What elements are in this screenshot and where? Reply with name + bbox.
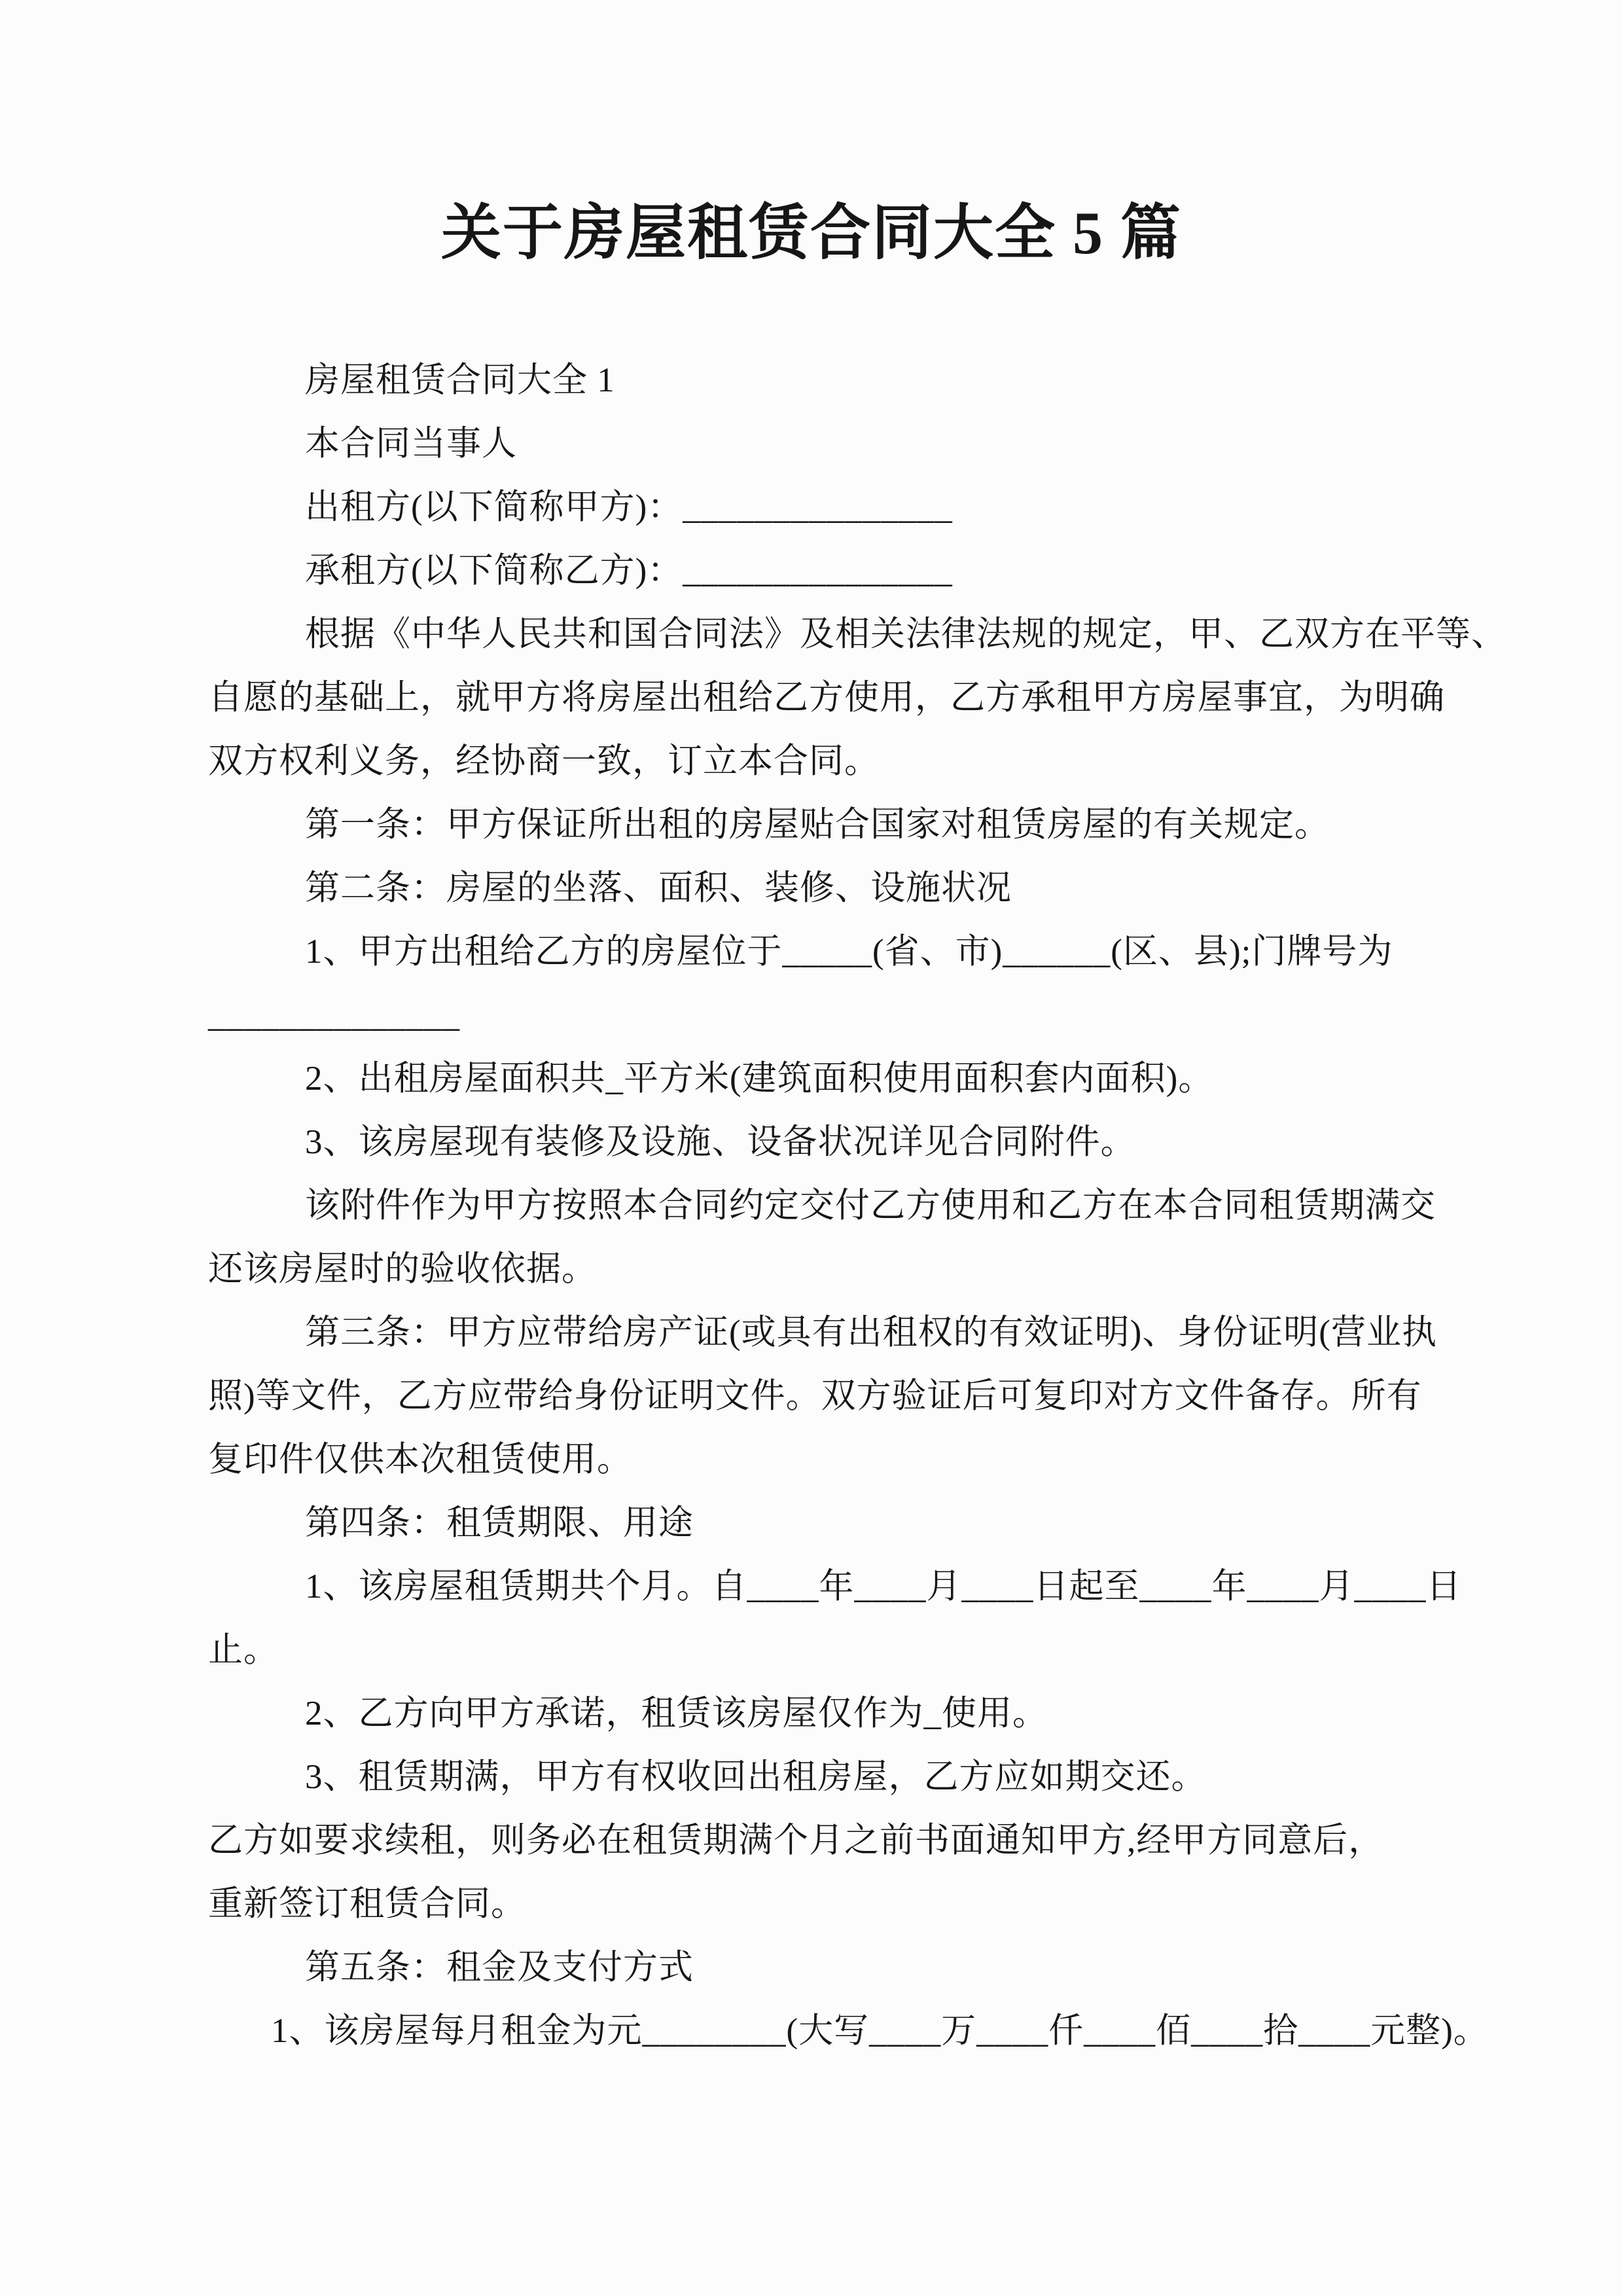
doc-line: 1、甲方出租给乙方的房屋位于_____(省、市)______(区、县);门牌号为 bbox=[305, 932, 1393, 971]
doc-line: 重新签订租赁合同。 bbox=[208, 1884, 526, 1923]
doc-line: 双方权利义务，经协商一致，订立本合同。 bbox=[208, 742, 880, 780]
doc-line: 照)等文件，乙方应带给身份证明文件。双方验证后可复印对方文件备存。所有 bbox=[208, 1376, 1422, 1415]
doc-line: 房屋租赁合同大全 1 bbox=[305, 361, 615, 399]
doc-line: 第四条：租赁期限、用途 bbox=[305, 1503, 694, 1542]
doc-line: 根据《中华人民共和国合同法》及相关法律法规的规定，甲、乙双方在平等、 bbox=[305, 615, 1507, 653]
doc-line: 止。 bbox=[208, 1630, 279, 1669]
doc-line: 2、出租房屋面积共_平方米(建筑面积使用面积套内面积)。 bbox=[305, 1059, 1214, 1098]
doc-line: 出租方(以下简称甲方)：_______________ bbox=[305, 488, 953, 526]
doc-line: 第三条：甲方应带给房产证(或具有出租权的有效证明)、身份证明(营业执 bbox=[305, 1313, 1437, 1352]
doc-line: 第二条：房屋的坐落、面积、装修、设施状况 bbox=[305, 869, 1012, 907]
doc-line: 承租方(以下简称乙方)：_______________ bbox=[305, 551, 953, 590]
doc-line: 复印件仅供本次租赁使用。 bbox=[208, 1440, 632, 1479]
doc-line doc-blank-line: ______________ bbox=[208, 996, 460, 1034]
doc-line: 该附件作为甲方按照本合同约定交付乙方使用和乙方在本合同租赁期满交 bbox=[305, 1186, 1436, 1225]
doc-line: 3、该房屋现有装修及设施、设备状况详见合同附件。 bbox=[305, 1122, 1136, 1161]
doc-line: 本合同当事人 bbox=[305, 424, 517, 463]
document-body bbox=[208, 349, 1507, 2063]
doc-line: 还该房屋时的验收依据。 bbox=[208, 1249, 597, 1288]
doc-line: 乙方如要求续租，则务必在租赁期满个月之前书面通知甲方,经甲方同意后， bbox=[208, 1821, 1384, 1859]
doc-line: 3、租赁期满，甲方有权收回出租房屋，乙方应如期交还。 bbox=[305, 1757, 1207, 1796]
doc-line: 第五条：租金及支付方式 bbox=[305, 1948, 694, 1986]
doc-line: 第一条：甲方保证所出租的房屋贴合国家对租赁房屋的有关规定。 bbox=[305, 805, 1330, 844]
doc-line: 2、乙方向甲方承诺，租赁该房屋仅作为_使用。 bbox=[305, 1694, 1048, 1732]
doc-line: 自愿的基础上，就甲方将房屋出租给乙方使用，乙方承租甲方房屋事宜，为明确 bbox=[208, 678, 1445, 717]
doc-line: 1、该房屋每月租金为元________(大写____万____仟____佰____拾____元整)。 bbox=[271, 2011, 1489, 2050]
document-title: 关于房屋租赁合同大全 5 篇 bbox=[440, 200, 1182, 266]
doc-line: 1、该房屋租赁期共个月。自____年____月____日起至____年____月____日 bbox=[305, 1567, 1462, 1605]
